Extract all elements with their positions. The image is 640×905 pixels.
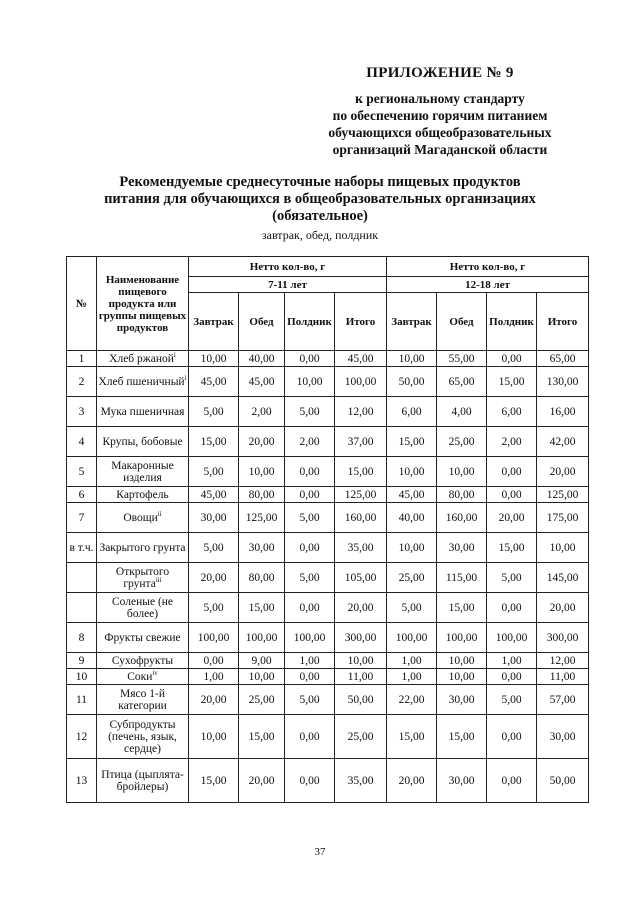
table-row: [67, 563, 589, 593]
value-cell: 25,00: [335, 715, 387, 759]
value-cell: 15,00: [487, 367, 537, 397]
row-number: 7: [67, 503, 97, 533]
value-cell: 20,00: [335, 593, 387, 623]
table-row: [67, 533, 589, 563]
value-cell: 11,00: [537, 669, 589, 685]
header-snack: Полдник: [487, 293, 537, 351]
product-name-cell: [97, 397, 189, 427]
product-name: Сухофрукты: [111, 654, 174, 667]
value-cell: 15,00: [239, 715, 285, 759]
table-row: [67, 487, 589, 503]
header-lunch: Обед: [437, 293, 487, 351]
row-number: 5: [67, 457, 97, 487]
value-cell: 1,00: [387, 653, 437, 669]
value-cell: 6,00: [387, 397, 437, 427]
value-cell: 42,00: [537, 427, 589, 457]
value-cell: 5,00: [285, 503, 335, 533]
value-cell: 100,00: [239, 623, 285, 653]
value-cell: 2,00: [239, 397, 285, 427]
value-cell: 4,00: [437, 397, 487, 427]
value-cell: 20,00: [537, 593, 589, 623]
table-row: [67, 759, 589, 803]
row-number: 8: [67, 623, 97, 653]
product-name: Соки: [127, 670, 153, 683]
value-cell: 0,00: [285, 593, 335, 623]
value-cell: 100,00: [335, 367, 387, 397]
table-row: [67, 623, 589, 653]
value-cell: 37,00: [335, 427, 387, 457]
product-name: Субпродукты (печень, язык, сердце): [108, 718, 177, 755]
table-row: [67, 653, 589, 669]
meals-caption: завтрак, обед, полдник: [261, 228, 379, 242]
value-cell: 30,00: [189, 503, 239, 533]
header-lunch: Обед: [239, 293, 285, 351]
value-cell: 45,00: [239, 367, 285, 397]
table-row: [67, 593, 589, 623]
header-net-weight-1: Нетто кол-во, г: [189, 257, 387, 277]
row-number: [67, 563, 97, 593]
value-cell: 5,00: [285, 685, 335, 715]
header-product-name: Наименование пищевого продукта или группы пищевых продуктов: [97, 257, 189, 351]
product-name-cell: [97, 367, 189, 397]
value-cell: 5,00: [189, 397, 239, 427]
value-cell: 20,00: [189, 563, 239, 593]
table-row: [67, 669, 589, 685]
value-cell: 5,00: [189, 457, 239, 487]
header-total: Итого: [335, 293, 387, 351]
value-cell: 10,00: [387, 351, 437, 367]
header-net-weight-2: Нетто кол-во, г: [387, 257, 589, 277]
header-age-7-11: 7-11 лет: [189, 277, 387, 293]
header-total: Итого: [537, 293, 589, 351]
value-cell: 20,00: [387, 759, 437, 803]
product-name: Мука пшеничная: [100, 405, 185, 418]
value-cell: 115,00: [437, 563, 487, 593]
value-cell: 0,00: [487, 351, 537, 367]
product-name: Крупы, бобовые: [102, 435, 183, 448]
value-cell: 15,00: [437, 593, 487, 623]
value-cell: 15,00: [387, 427, 437, 457]
footnote-marker: ii: [157, 509, 162, 518]
product-name-cell: [97, 457, 189, 487]
value-cell: 5,00: [487, 685, 537, 715]
value-cell: 100,00: [387, 623, 437, 653]
product-name: Картофель: [116, 488, 169, 501]
value-cell: 25,00: [239, 685, 285, 715]
value-cell: 300,00: [335, 623, 387, 653]
value-cell: 45,00: [335, 351, 387, 367]
value-cell: 145,00: [537, 563, 589, 593]
row-number: 2: [67, 367, 97, 397]
value-cell: 10,00: [387, 533, 437, 563]
table-row: [67, 367, 589, 397]
value-cell: 15,00: [437, 715, 487, 759]
value-cell: 125,00: [537, 487, 589, 503]
product-name-cell: [97, 503, 189, 533]
header-snack: Полдник: [285, 293, 335, 351]
value-cell: 0,00: [487, 759, 537, 803]
value-cell: 5,00: [387, 593, 437, 623]
annex-subtitle: [300, 90, 580, 158]
row-number: 1: [67, 351, 97, 367]
row-number: [67, 593, 97, 623]
product-name-cell: [97, 759, 189, 803]
annex-line: обучающихся общеобразовательных: [328, 125, 552, 140]
value-cell: 0,00: [285, 715, 335, 759]
value-cell: 10,00: [537, 533, 589, 563]
row-number: 9: [67, 653, 97, 669]
header-number: №: [67, 257, 97, 351]
product-name: Фрукты свежие: [104, 631, 181, 644]
product-name-cell: [97, 653, 189, 669]
value-cell: 16,00: [537, 397, 589, 427]
value-cell: 30,00: [437, 759, 487, 803]
product-name-cell: [97, 351, 189, 367]
table-row: [67, 715, 589, 759]
value-cell: 160,00: [437, 503, 487, 533]
product-name-cell: [97, 533, 189, 563]
value-cell: 15,00: [387, 715, 437, 759]
value-cell: 45,00: [189, 487, 239, 503]
value-cell: 10,00: [239, 457, 285, 487]
value-cell: 35,00: [335, 759, 387, 803]
value-cell: 0,00: [285, 669, 335, 685]
value-cell: 100,00: [189, 623, 239, 653]
value-cell: 100,00: [285, 623, 335, 653]
header-breakfast: Завтрак: [189, 293, 239, 351]
row-number: 13: [67, 759, 97, 803]
value-cell: 22,00: [387, 685, 437, 715]
product-name-cell: [97, 427, 189, 457]
norms-table: [66, 256, 589, 803]
product-name: Хлеб пшеничный: [98, 375, 185, 388]
value-cell: 50,00: [335, 685, 387, 715]
table-row: [67, 397, 589, 427]
table-row: [67, 427, 589, 457]
value-cell: 160,00: [335, 503, 387, 533]
value-cell: 100,00: [487, 623, 537, 653]
value-cell: 5,00: [487, 563, 537, 593]
table-row: [67, 685, 589, 715]
value-cell: 0,00: [487, 457, 537, 487]
value-cell: 2,00: [487, 427, 537, 457]
value-cell: 0,00: [487, 669, 537, 685]
value-cell: 20,00: [537, 457, 589, 487]
value-cell: 0,00: [285, 351, 335, 367]
norms-table-body: [67, 351, 589, 803]
value-cell: 40,00: [239, 351, 285, 367]
value-cell: 0,00: [285, 457, 335, 487]
value-cell: 35,00: [335, 533, 387, 563]
annex-line: по обеспечению горячим питанием: [332, 108, 548, 123]
value-cell: 15,00: [189, 427, 239, 457]
table-row: [67, 351, 589, 367]
value-cell: 0,00: [487, 487, 537, 503]
value-cell: 12,00: [335, 397, 387, 427]
annex-title: ПРИЛОЖЕНИЕ № 9: [366, 65, 514, 81]
value-cell: 50,00: [387, 367, 437, 397]
value-cell: 5,00: [189, 533, 239, 563]
value-cell: 10,00: [285, 367, 335, 397]
value-cell: 10,00: [335, 653, 387, 669]
value-cell: 20,00: [239, 427, 285, 457]
value-cell: 50,00: [537, 759, 589, 803]
annex-line: организаций Магаданской области: [332, 142, 548, 157]
row-number: 10: [67, 669, 97, 685]
value-cell: 125,00: [335, 487, 387, 503]
value-cell: 80,00: [239, 487, 285, 503]
value-cell: 45,00: [189, 367, 239, 397]
value-cell: 10,00: [437, 669, 487, 685]
value-cell: 30,00: [437, 685, 487, 715]
value-cell: 20,00: [487, 503, 537, 533]
value-cell: 15,00: [335, 457, 387, 487]
table-row: [67, 503, 589, 533]
value-cell: 100,00: [437, 623, 487, 653]
value-cell: 80,00: [239, 563, 285, 593]
value-cell: 80,00: [437, 487, 487, 503]
value-cell: 15,00: [189, 759, 239, 803]
value-cell: 10,00: [189, 351, 239, 367]
value-cell: 10,00: [437, 653, 487, 669]
value-cell: 2,00: [285, 427, 335, 457]
page-number: 37: [314, 846, 326, 858]
value-cell: 57,00: [537, 685, 589, 715]
product-name: Соленые (не более): [111, 595, 174, 620]
value-cell: 5,00: [285, 397, 335, 427]
value-cell: 0,00: [285, 533, 335, 563]
value-cell: 1,00: [285, 653, 335, 669]
value-cell: 1,00: [387, 669, 437, 685]
value-cell: 10,00: [239, 669, 285, 685]
value-cell: 25,00: [437, 427, 487, 457]
value-cell: 65,00: [437, 367, 487, 397]
value-cell: 130,00: [537, 367, 589, 397]
annex-line: к региональному стандарту: [355, 91, 525, 106]
value-cell: 15,00: [487, 533, 537, 563]
value-cell: 9,00: [239, 653, 285, 669]
row-number: 11: [67, 685, 97, 715]
value-cell: 15,00: [239, 593, 285, 623]
value-cell: 30,00: [537, 715, 589, 759]
table-row: [67, 457, 589, 487]
product-name-cell: [97, 487, 189, 503]
row-number: 6: [67, 487, 97, 503]
value-cell: 5,00: [189, 593, 239, 623]
product-name-cell: [97, 563, 189, 593]
footnote-marker: iv: [152, 668, 158, 677]
product-name: Открытого грунта: [115, 565, 170, 590]
value-cell: 0,00: [487, 715, 537, 759]
row-number: 3: [67, 397, 97, 427]
footnote-marker: i: [184, 373, 187, 382]
row-number: 12: [67, 715, 97, 759]
value-cell: 10,00: [387, 457, 437, 487]
value-cell: 105,00: [335, 563, 387, 593]
value-cell: 125,00: [239, 503, 285, 533]
product-name-cell: [97, 623, 189, 653]
value-cell: 20,00: [239, 759, 285, 803]
value-cell: 5,00: [285, 563, 335, 593]
footnote-marker: i: [173, 350, 176, 359]
row-number: в т.ч.: [67, 533, 97, 563]
value-cell: 6,00: [487, 397, 537, 427]
value-cell: 10,00: [437, 457, 487, 487]
value-cell: 0,00: [285, 487, 335, 503]
value-cell: 20,00: [189, 685, 239, 715]
value-cell: 45,00: [387, 487, 437, 503]
value-cell: 0,00: [285, 759, 335, 803]
value-cell: 0,00: [189, 653, 239, 669]
value-cell: 0,00: [487, 593, 537, 623]
value-cell: 65,00: [537, 351, 589, 367]
product-name: Овощи: [123, 511, 158, 524]
value-cell: 30,00: [239, 533, 285, 563]
product-name-cell: [97, 669, 189, 685]
product-name: Птица (цыплята-бройлеры): [101, 768, 184, 793]
header-age-12-18: 12-18 лет: [387, 277, 589, 293]
product-name-cell: [97, 715, 189, 759]
product-name: Макаронные изделия: [111, 459, 174, 484]
title-line: питания для обучающихся в общеобразовательных организациях: [104, 191, 536, 207]
value-cell: 30,00: [437, 533, 487, 563]
value-cell: 175,00: [537, 503, 589, 533]
value-cell: 1,00: [189, 669, 239, 685]
value-cell: 11,00: [335, 669, 387, 685]
footnote-marker: iii: [155, 575, 162, 584]
value-cell: 1,00: [487, 653, 537, 669]
product-name-cell: [97, 593, 189, 623]
header-breakfast: Завтрак: [387, 293, 437, 351]
value-cell: 55,00: [437, 351, 487, 367]
value-cell: 40,00: [387, 503, 437, 533]
product-name: Закрытого грунта: [99, 541, 186, 554]
title-line: Рекомендуемые среднесуточные наборы пищевых продуктов: [119, 174, 521, 190]
title-line: (обязательное): [272, 208, 368, 224]
product-name-cell: [97, 685, 189, 715]
annex-header: [300, 64, 580, 158]
row-number: 4: [67, 427, 97, 457]
value-cell: 12,00: [537, 653, 589, 669]
product-name: Мясо 1-й категории: [118, 687, 167, 712]
value-cell: 300,00: [537, 623, 589, 653]
product-name: Хлеб ржаной: [109, 352, 174, 365]
value-cell: 25,00: [387, 563, 437, 593]
value-cell: 10,00: [189, 715, 239, 759]
document-title: [40, 174, 600, 225]
